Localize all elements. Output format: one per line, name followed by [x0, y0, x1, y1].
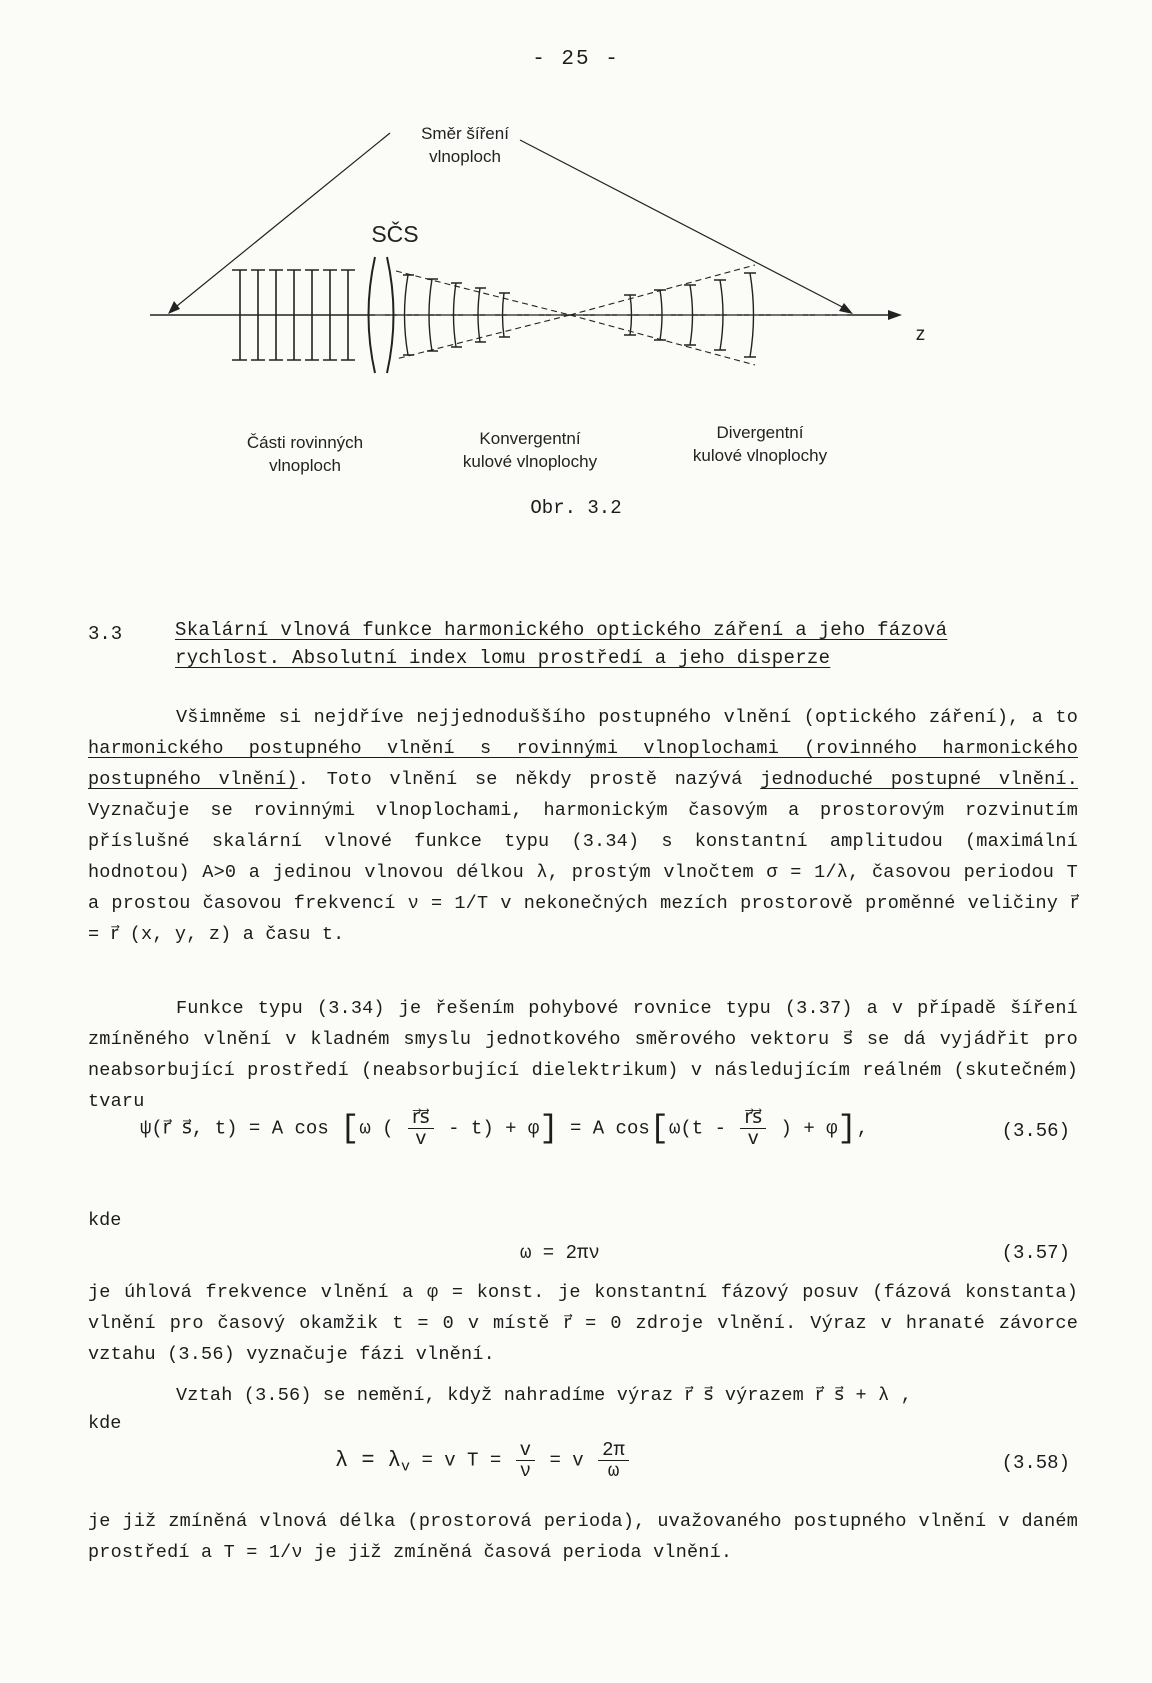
paragraph-1-underlined-2: jednoduché postupné vlnění.	[760, 769, 1078, 790]
label-kde-2: kde	[88, 1413, 122, 1434]
eq56-fraction-1	[408, 1108, 434, 1149]
eq58-f2-den: ω	[607, 1460, 620, 1482]
section-number: 3.3	[88, 623, 123, 645]
eq56-bracket2-open: [	[649, 1110, 669, 1147]
eq58-f1-den: ν	[519, 1460, 532, 1482]
wavefront-diagram	[150, 125, 1010, 425]
eq56-comma: ,	[856, 1117, 869, 1140]
label-kde-1: kde	[88, 1210, 122, 1231]
eq57-expr: ω = 2πν	[520, 1242, 600, 1264]
paragraph-5: je již zmíněná vlnová délka (prostorová perioda), uvažovaného postupného vlnění v daném prostředí a T = 1/ν je již zmíněná časová perioda vlnění.	[88, 1511, 1078, 1563]
eq56-frac1-den: v	[415, 1128, 427, 1150]
eq57-number: (3.57)	[1001, 1242, 1070, 1264]
eq56-eq2: = A cos	[569, 1117, 650, 1140]
z-axis-label: z	[915, 324, 926, 345]
eq58-fraction-2	[598, 1440, 629, 1481]
eq56-omega2: ω(t -	[668, 1117, 726, 1140]
page-number: - 25 -	[532, 48, 620, 71]
eq56-frac1-num: r⃗s⃗	[408, 1108, 434, 1129]
eq56-number: (3.56)	[1001, 1120, 1070, 1142]
eq58-body	[335, 1440, 632, 1481]
divergent-wavefronts-label: Divergentní kulové vlnoplochy	[692, 423, 828, 465]
eq58-f1-num: v	[516, 1440, 535, 1461]
eq56-fraction-2	[740, 1108, 766, 1149]
eq56-frac2-den: v	[747, 1128, 759, 1150]
wavefront-figure	[150, 124, 1010, 475]
eq56-omega: ω (	[359, 1117, 394, 1140]
convergent-wavefronts-label: Konvergentní kulové vlnoplochy	[462, 429, 598, 471]
section-title: Skalární vlnová funkce harmonického optického záření a jeho fázová rychlost. Absolutní index lomu prostředí a jeho disperze	[175, 619, 948, 669]
eq56-bracket2-close: ]	[837, 1110, 857, 1147]
eq58-number: (3.58)	[1001, 1452, 1070, 1474]
eq56-bracket-open: [	[340, 1110, 360, 1147]
equation-3-56	[140, 1108, 1070, 1149]
paragraph-4: Vztah (3.56) se nemění, když nahradíme výraz r⃗ s⃗ výrazem r⃗ s⃗ + λ ,	[176, 1385, 913, 1406]
eq56-end: ) + φ	[780, 1117, 838, 1140]
axis-arrow	[888, 310, 902, 320]
figure-caption: Obr. 3.2	[530, 497, 622, 519]
eq58-sub: v	[401, 1458, 411, 1476]
scs-label: SČS	[371, 221, 419, 247]
propagation-direction-label: Směr šíření vlnoploch	[421, 124, 509, 166]
eq56-bracket-close: ]	[539, 1110, 559, 1147]
paragraph-1	[88, 702, 1078, 950]
eq58-f2-num: 2π	[598, 1440, 629, 1461]
paragraph-1-c: Vyznačuje se rovinnými vlnoplochami, harmonickým časovým a prostorovým rozvinutím příslušné skalární vlnové funkce typu (3.34) s konstantní amplitudou (maximální hodnotou) A>0 a jedinou vlnovou délkou λ, prostým vlnočtem σ = 1/λ, časovou periodou T a prostou časovou frekvencí ν = 1/T v nekonečných mezích prostorově proměnné veličiny r⃗ = r⃗ (x, y, z) a času t.	[88, 800, 1078, 945]
paragraph-1-b: . Toto vlnění se někdy prostě nazývá	[297, 769, 761, 790]
eq58-lhs: λ = λ	[335, 1448, 402, 1473]
paragraph-1-a: Všimněme si nejdříve nejjednoduššího postupného vlnění (optického záření), a to	[176, 707, 1078, 728]
eq58-mid2: = v	[549, 1449, 584, 1472]
eq58-mid: = v T =	[421, 1449, 502, 1472]
eq56-frac2-num: r⃗s⃗	[740, 1108, 766, 1129]
eq56-lhs: ψ(r⃗ s⃗, t) = A cos	[140, 1117, 329, 1140]
eq56-mid: - t) + φ	[448, 1117, 540, 1140]
paragraph-2: Funkce typu (3.34) je řešením pohybové rovnice typu (3.37) a v případě šíření zmíněného vlnění v kladném smyslu jednotkového směrového vektoru s⃗ se dá vyjádřit pro neabsorbující prostředí (neabsorbující dielektrikum) v následujícím reálném (skutečném) tvaru	[88, 998, 1078, 1112]
direction-line-left	[172, 133, 390, 310]
paragraph-3: je úhlová frekvence vlnění a φ = konst. je konstantní fázový posuv (fázová konstanta) vlnění pro časový okamžik t = 0 v místě r⃗ = 0 zdroje vlnění. Výraz v hranaté závorce vztahu (3.56) vyznačuje fázi vlnění.	[88, 1282, 1078, 1365]
planar-wavefronts-label: Části rovinných vlnoploch	[246, 433, 364, 475]
paragraph-1-underlined-1: harmonického postupného vlnění s rovinnými vlnoplochami (rovinného harmonického postupného vlnění)	[88, 738, 1078, 790]
eq58-fraction-1	[516, 1440, 535, 1481]
